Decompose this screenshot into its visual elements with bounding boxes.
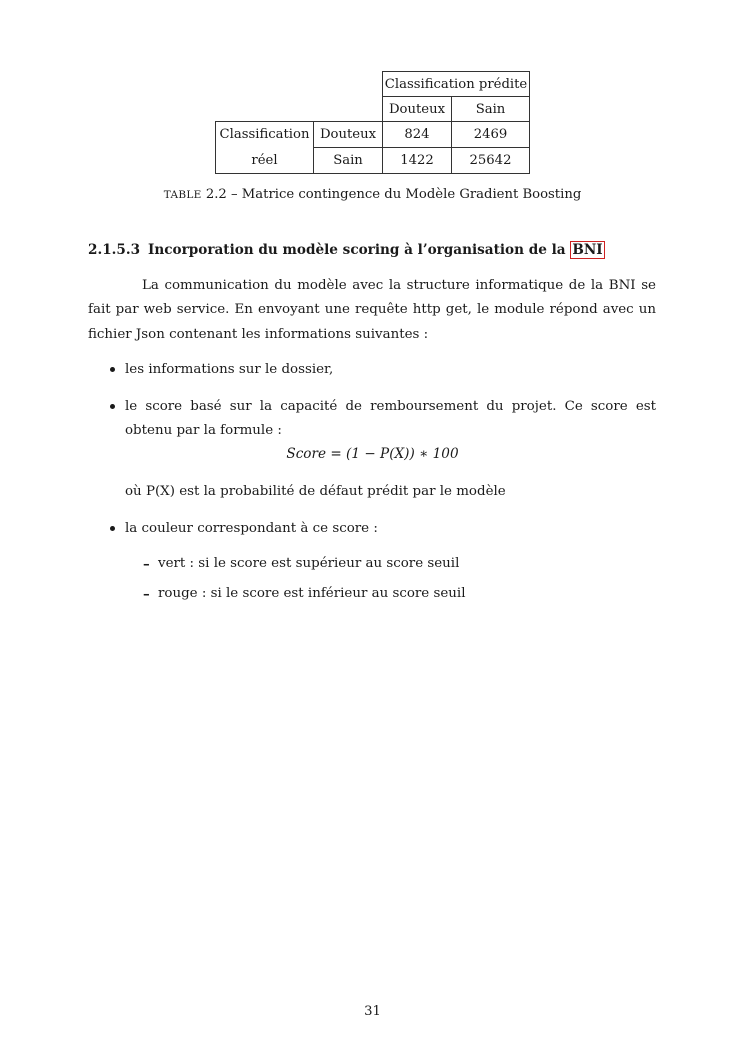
bullet-icon [110,367,115,372]
sub-list-item: rouge : si le score est inférieur au score seuil [158,586,466,601]
list-item: les informations sur le dossier, [125,362,334,377]
table-caption [0,187,745,202]
list-item: le score basé sur la capacité de remboursement du projet. Ce score est obtenu par la formule : [125,399,656,439]
caption-prefix: TABLE [163,189,202,201]
table-row-label: Douteux [313,121,383,148]
section-number: 2.1.5.3 [88,242,141,258]
caption-text: – Matrice contingence du Modèle Gradient Boosting [226,187,582,202]
dash-icon: – [143,586,150,602]
section-title: Incorporation du modèle scoring à l’organisation de la [148,242,571,258]
dash-icon: – [143,556,150,572]
formula-note: où P(X) est la probabilité de défaut prédit par le modèle [125,484,506,499]
table-cell: 25642 [451,147,530,174]
formula-text: Score = (1 − P(X)) ∗ 100 [286,446,459,462]
bni-link[interactable]: BNI [572,242,603,258]
table-cell: 2469 [451,121,530,148]
row-group-line1: Classification [219,126,310,142]
table-row-group [215,121,314,174]
table-cell: 1422 [382,147,452,174]
table-header-group: Classification prédite [382,71,530,97]
body-paragraph [88,274,656,347]
caption-number: 2.2 [205,187,227,202]
table-col-header: Sain [451,96,530,122]
table-col-header: Douteux [382,96,452,122]
section-heading [88,242,605,258]
paragraph-text: La communication du modèle avec la structure informatique de la BNI se fait par web service. En envoyant une requête http get, le module répond avec un fichier Json contenant les informations suivantes : [88,278,656,342]
score-formula [0,446,745,462]
bullet-icon [110,404,115,409]
bullet-icon [110,526,115,531]
table-cell: 824 [382,121,452,148]
sub-list-item: vert : si le score est supérieur au score seuil [158,556,460,571]
page-number: 31 [364,1004,381,1019]
table-row-label: Sain [313,147,383,174]
list-item: la couleur correspondant à ce score : [125,521,378,536]
row-group-line2: réel [251,152,278,168]
